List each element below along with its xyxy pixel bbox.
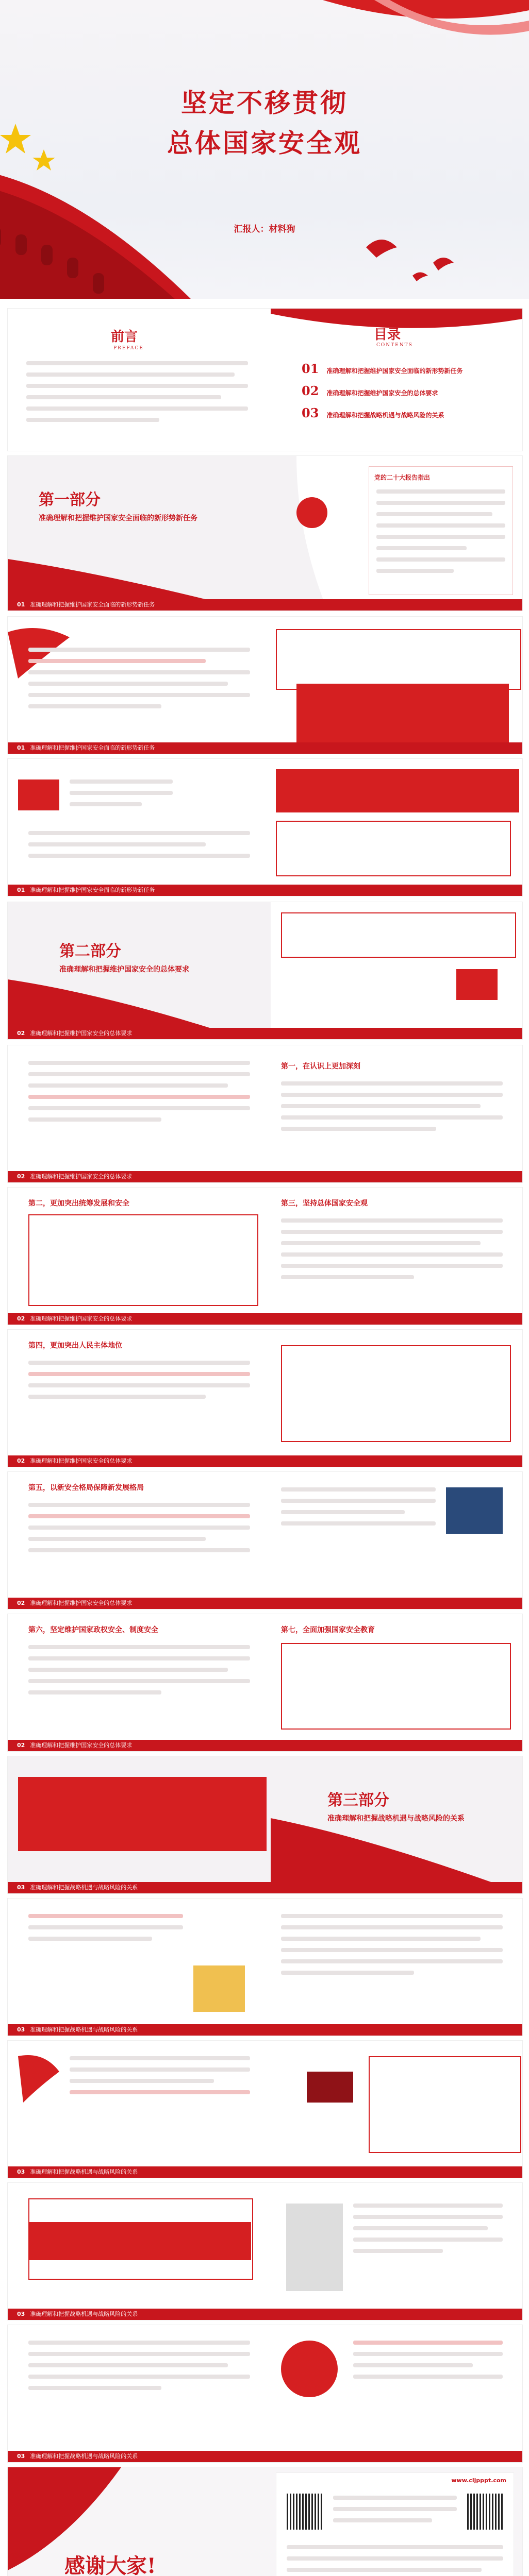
slide11-text-right bbox=[353, 2341, 503, 2386]
congress-heading: 党的二十大报告指出 bbox=[374, 474, 431, 481]
preface-text bbox=[26, 361, 248, 429]
toc-item-3[interactable] bbox=[302, 405, 463, 420]
slide10-red-box bbox=[28, 2222, 251, 2260]
red-ribbon-graphic-2 bbox=[18, 2051, 64, 2108]
footer-label: 准确理解和把握战略机遇与战略风险的关系 bbox=[30, 2168, 138, 2175]
slide2-red-box bbox=[276, 769, 519, 812]
slide3-footer: 02 准确理解和把握维护国家安全的总体要求 bbox=[8, 1171, 522, 1182]
part2-label: 第二部分 bbox=[59, 942, 121, 960]
great-hall-photo bbox=[193, 1965, 245, 2012]
toc-item-2[interactable] bbox=[302, 383, 463, 398]
toc-list bbox=[302, 361, 463, 420]
footer-label: 准确理解和把握维护国家安全面临的新形势新任务 bbox=[30, 601, 155, 608]
part1-label: 第一部分 bbox=[39, 491, 101, 509]
slide9-footer: 03 准确理解和把握战略机遇与战略风险的关系 bbox=[8, 2166, 522, 2178]
slide6-text-left bbox=[28, 1503, 250, 1560]
footer-label: 准确理解和把握维护国家安全的总体要求 bbox=[30, 1458, 133, 1464]
content-slide-5 bbox=[7, 1329, 523, 1467]
ending-thanks: 感谢大家! bbox=[64, 2554, 156, 2576]
slide6-text-right bbox=[281, 1487, 436, 1533]
part2-title: 准确理解和把握维护国家安全的总体要求 bbox=[59, 965, 189, 974]
footer-label: 准确理解和把握战略机遇与战略风险的关系 bbox=[30, 2311, 138, 2317]
toc-item-1[interactable] bbox=[302, 361, 463, 376]
slide2-text-left2 bbox=[28, 831, 250, 865]
slide11-text-left bbox=[28, 2341, 250, 2397]
tiananmen-photo bbox=[456, 969, 498, 1000]
slide8-text-left bbox=[28, 1914, 183, 1948]
toc-item-number: 03 bbox=[302, 405, 319, 420]
part3-left-red-box bbox=[18, 1777, 267, 1851]
ad-text-2 bbox=[287, 2545, 503, 2576]
slide10-footer: 03 准确理解和把握战略机遇与战略风险的关系 bbox=[8, 2309, 522, 2320]
flag-circle-graphic bbox=[281, 2341, 338, 2397]
s2-1-heading: 第一，在认识上更加深刻 bbox=[281, 1062, 360, 1071]
slide1-text-left bbox=[28, 648, 250, 716]
slide9-frame bbox=[369, 2056, 521, 2153]
slide11-footer: 03 准确理解和把握战略机遇与战略风险的关系 bbox=[8, 2451, 522, 2462]
slide5-frame bbox=[281, 1345, 511, 1442]
preface-subtitle: PREFACE bbox=[113, 346, 144, 351]
toc-item-label: 准确理解和把握维护国家安全的总体要求 bbox=[326, 389, 438, 397]
slide7-text-left bbox=[28, 1645, 250, 1702]
qr-code-left bbox=[287, 2494, 323, 2530]
footer-label: 准确理解和把握维护国家安全面临的新形势新任务 bbox=[30, 744, 155, 751]
content-slide-11 bbox=[7, 2325, 523, 2463]
footer-label: 准确理解和把握维护国家安全的总体要求 bbox=[30, 1315, 133, 1322]
part2-right-panel bbox=[271, 902, 522, 1039]
footer-label: 准确理解和把握战略机遇与战略风险的关系 bbox=[30, 1884, 138, 1891]
slide4-footer: 02 准确理解和把握维护国家安全的总体要求 bbox=[8, 1313, 522, 1325]
ending-slide bbox=[7, 2467, 523, 2576]
content-slide-9 bbox=[7, 2040, 523, 2178]
toc-title: 目录 bbox=[374, 327, 401, 343]
slide2-footer: 01 准确理解和把握维护国家安全面临的新形势新任务 bbox=[8, 885, 522, 896]
preface-slide bbox=[7, 308, 523, 451]
toc-item-label: 准确理解和把握维护国家安全面临的新形势新任务 bbox=[326, 367, 463, 375]
footer-label: 准确理解和把握维护国家安全的总体要求 bbox=[30, 1173, 133, 1180]
toc-item-number: 01 bbox=[302, 361, 319, 376]
part2-footer: 02 准确理解和把握维护国家安全的总体要求 bbox=[8, 1028, 522, 1039]
content-slide-3 bbox=[7, 1045, 523, 1183]
footer-label: 准确理解和把握战略机遇与战略风险的关系 bbox=[30, 2453, 138, 2460]
slide6-footer: 02 准确理解和把握维护国家安全的总体要求 bbox=[8, 1598, 522, 1609]
part3-title: 准确理解和把握战略机遇与战略风险的关系 bbox=[327, 1815, 465, 1823]
city-photo bbox=[446, 1487, 503, 1534]
qr-code-right bbox=[467, 2494, 503, 2530]
footer-label: 准确理解和把握维护国家安全面临的新形势新任务 bbox=[30, 887, 155, 893]
flag-graphic bbox=[18, 779, 59, 810]
slide5-footer: 02 准确理解和把握维护国家安全的总体要求 bbox=[8, 1455, 522, 1467]
toc-panel bbox=[271, 309, 522, 451]
footer-label: 准确理解和把握维护国家安全的总体要求 bbox=[30, 1030, 133, 1037]
ad-panel bbox=[276, 2472, 514, 2576]
signpost-graphic bbox=[307, 2072, 353, 2103]
slide7-frame bbox=[281, 1643, 511, 1730]
ad-text bbox=[333, 2496, 457, 2530]
content-slide-4 bbox=[7, 1187, 523, 1325]
cover-slide bbox=[0, 0, 529, 299]
part3-wall-graphic bbox=[271, 1756, 522, 1893]
s2-2-heading: 第二，更加突出统筹发展和安全 bbox=[28, 1199, 129, 1208]
slide2-frame bbox=[276, 821, 511, 876]
cover-title-line1: 坚定不移贯彻 bbox=[181, 88, 348, 118]
content-slide-10 bbox=[7, 2182, 523, 2320]
slide3-text-right bbox=[281, 1081, 503, 1138]
slide4-frame bbox=[28, 1214, 258, 1306]
part1-footer: 01 准确理解和把握维护国家安全面临的新形势新任务 bbox=[8, 599, 522, 611]
slide4-text-right bbox=[281, 1218, 503, 1286]
slide8-footer: 03 准确理解和把握战略机遇与战略风险的关系 bbox=[8, 2024, 522, 2036]
preface-title: 前言 bbox=[111, 329, 138, 345]
part3-label: 第三部分 bbox=[327, 1791, 389, 1809]
toc-subtitle: CONTENTS bbox=[376, 343, 413, 348]
preface-panel bbox=[8, 309, 264, 451]
content-slide-6 bbox=[7, 1471, 523, 1609]
content-slide-7 bbox=[7, 1614, 523, 1752]
cover-title-line2: 总体国家安全观 bbox=[167, 128, 362, 158]
slide5-text-left bbox=[28, 1361, 250, 1406]
s2-5-heading: 第五，以新安全格局保障新发展格局 bbox=[28, 1484, 144, 1492]
part2-divider-slide bbox=[7, 902, 523, 1040]
content-slide-2 bbox=[7, 758, 523, 896]
ad-site[interactable]: www.cljpppt.com bbox=[451, 2477, 506, 2484]
footer-label: 准确理解和把握维护国家安全的总体要求 bbox=[30, 1742, 133, 1749]
party-emblem-icon bbox=[296, 497, 327, 528]
slide1-frame bbox=[276, 629, 521, 690]
slide3-text-left bbox=[28, 1061, 250, 1129]
s2-3-heading: 第三，坚持总体国家安全观 bbox=[281, 1199, 368, 1208]
slide8-text-right bbox=[281, 1914, 503, 1982]
slide10-text-right bbox=[353, 2204, 503, 2260]
content-slide-1 bbox=[7, 616, 523, 754]
part3-footer: 03 准确理解和把握战略机遇与战略风险的关系 bbox=[8, 1882, 522, 1893]
part3-divider-slide bbox=[7, 1756, 523, 1894]
toc-item-number: 02 bbox=[302, 383, 319, 398]
congress-text bbox=[376, 489, 505, 580]
congress-box bbox=[369, 466, 513, 595]
slide9-text-left bbox=[70, 2056, 250, 2102]
slide1-footer: 01 准确理解和把握维护国家安全面临的新形势新任务 bbox=[8, 742, 522, 754]
part1-divider-slide bbox=[7, 455, 523, 611]
s2-4-heading: 第四，更加突出人民主体地位 bbox=[28, 1342, 122, 1350]
footer-label: 准确理解和把握战略机遇与战略风险的关系 bbox=[30, 2026, 138, 2033]
slide1-red-box bbox=[296, 684, 509, 742]
content-slide-8 bbox=[7, 1898, 523, 2036]
s2-6-heading: 第六，坚定维护国家政权安全、制度安全 bbox=[28, 1626, 158, 1634]
slide2-text-left bbox=[70, 779, 173, 814]
part2-frame bbox=[281, 912, 516, 958]
part1-title: 准确理解和把握维护国家安全面临的新形势新任务 bbox=[39, 514, 197, 522]
s2-7-heading: 第七，全面加强国家安全教育 bbox=[281, 1626, 375, 1634]
dove-icon bbox=[356, 227, 459, 283]
cover-reporter: 汇报人：材料狗 bbox=[234, 224, 295, 234]
footer-label: 准确理解和把握维护国家安全的总体要求 bbox=[30, 1600, 133, 1606]
slide7-footer: 02 准确理解和把握维护国家安全的总体要求 bbox=[8, 1740, 522, 1751]
toc-item-label: 准确理解和把握战略机遇与战略风险的关系 bbox=[326, 412, 444, 419]
monument-photo bbox=[286, 2204, 343, 2291]
